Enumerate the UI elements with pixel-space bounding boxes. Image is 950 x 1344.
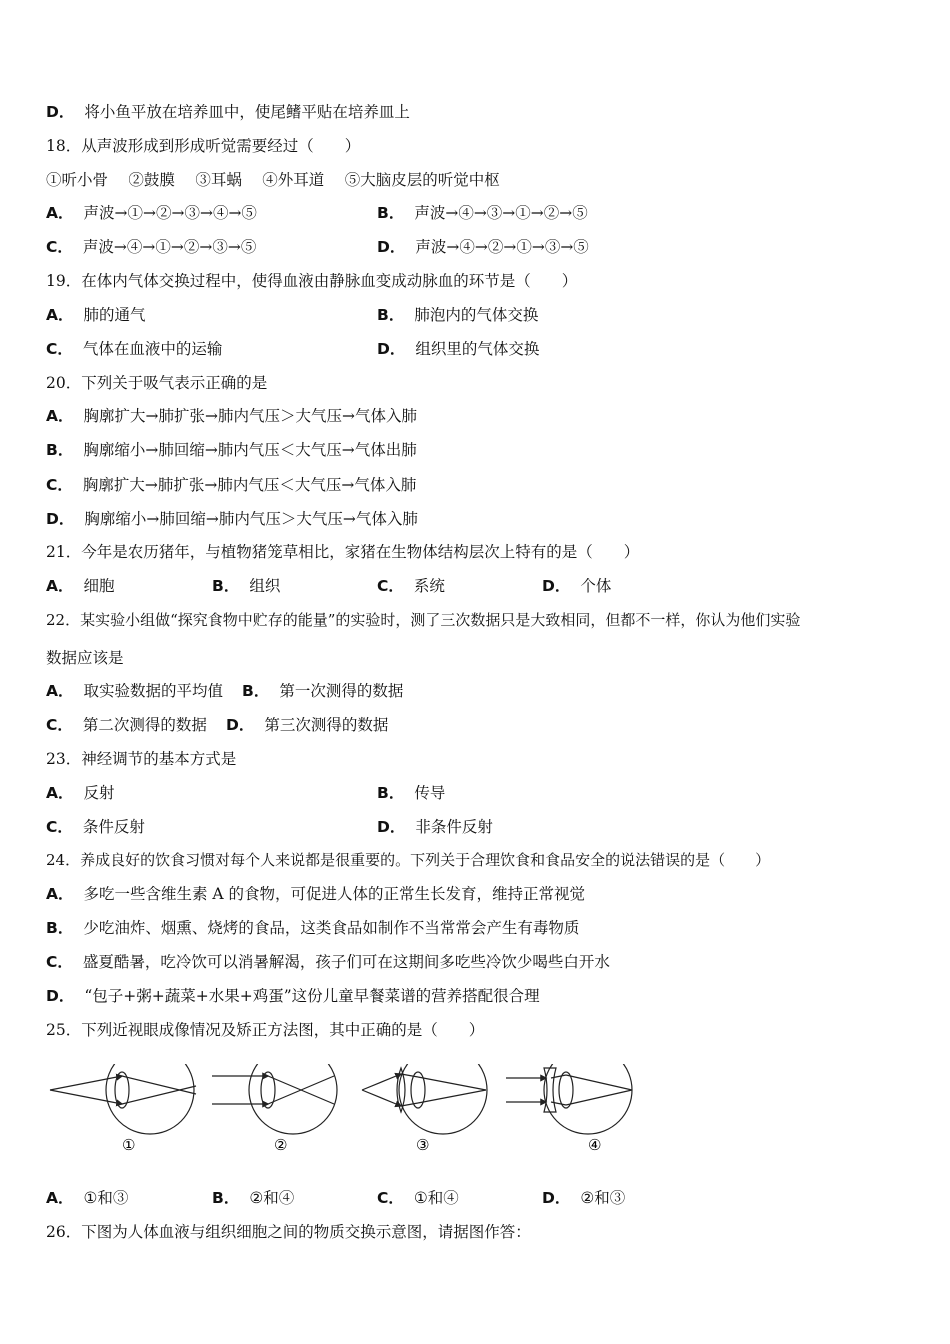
option-text: 胸廓扩大→肺扩张→肺内气压＞大气压→气体入肺 [83, 407, 417, 425]
option-label: A． [46, 784, 74, 802]
q22-stem-line1: 22．某实验小组做“探究食物中贮存的能量”的实验时，测了三次数据只是大致相同，但都不一样，你认为他们实验 [46, 611, 801, 629]
option-text: 少吃油炸、烟熏、烧烤的食品，这类食品如制作不当常常会产生有毒物质 [83, 919, 580, 937]
q23-option-c [46, 816, 145, 838]
q24-option-c [46, 951, 610, 973]
option-label: C． [46, 476, 73, 494]
option-label: B． [377, 784, 405, 802]
option-label: B． [212, 1189, 240, 1207]
option-label: B． [242, 682, 270, 700]
option-label: D． [542, 577, 571, 595]
eye-caption-1: ① [122, 1136, 136, 1154]
q19-option-a [46, 304, 146, 326]
q18-option-a [46, 202, 257, 224]
q19-option-b [377, 304, 538, 326]
option-label: C． [46, 716, 73, 734]
option-label: B． [377, 204, 405, 222]
option-label: D． [377, 238, 406, 256]
eye-diagram-1 [50, 1064, 196, 1134]
option-text: 系统 [413, 577, 445, 595]
q21-stem: 21．今年是农历猪年，与植物猪笼草相比，家猪在生物体结构层次上特有的是（ ） [46, 543, 640, 561]
option-text: 第二次测得的数据 [82, 716, 207, 734]
option-label: A． [46, 407, 74, 425]
q20-option-a [46, 405, 417, 427]
option-text: 胸廓扩大→肺扩张→肺内气压＜大气压→气体入肺 [82, 476, 417, 494]
option-text: 个体 [580, 577, 612, 595]
q18-option-c [46, 236, 256, 258]
option-label: D． [377, 340, 406, 358]
eye-caption-4: ④ [588, 1136, 602, 1154]
option-text: 第三次测得的数据 [264, 716, 389, 734]
option-text: 肺泡内的气体交换 [414, 306, 539, 324]
q23-option-d [377, 816, 493, 838]
q21-option-c [377, 575, 445, 597]
q18-items: ①听小骨 ②鼓膜 ③耳蜗 ④外耳道 ⑤大脑皮层的听觉中枢 [46, 171, 500, 189]
option-text: 气体在血液中的运输 [82, 340, 223, 358]
q22-stem-line2: 数据应该是 [46, 649, 124, 667]
option-label: C． [46, 340, 73, 358]
option-text: 第一次测得的数据 [279, 682, 404, 700]
option-text: 细胞 [83, 577, 115, 595]
option-label: A． [46, 204, 74, 222]
option-label: A． [46, 682, 74, 700]
option-text: 条件反射 [82, 818, 145, 836]
q25-option-d [542, 1187, 625, 1209]
q23-stem: 23．神经调节的基本方式是 [46, 750, 237, 768]
q24-option-a [46, 883, 585, 905]
q22-option-a [46, 680, 223, 702]
q21-option-a [46, 575, 115, 597]
option-label: C． [377, 1189, 404, 1207]
option-text: 声波→①→②→③→④→⑤ [83, 204, 257, 222]
q23-option-a [46, 782, 115, 804]
option-text: 胸廓缩小→肺回缩→肺内气压＜大气压→气体出肺 [83, 441, 417, 459]
q17-option-d [46, 101, 410, 123]
q20-option-c [46, 474, 416, 496]
q25-option-a [46, 1187, 128, 1209]
option-label: A． [46, 577, 74, 595]
option-label: D． [542, 1189, 571, 1207]
option-text: “包子+粥+蔬菜+水果+鸡蛋”这份儿童早餐菜谱的营养搭配很合理 [84, 987, 540, 1005]
option-text: 组织 [249, 577, 281, 595]
eye-diagram-2 [212, 1064, 337, 1134]
option-text: ②和③ [580, 1189, 626, 1207]
q24-option-b [46, 917, 579, 939]
q26-stem: 26．下图为人体血液与组织细胞之间的物质交换示意图，请据图作答： [46, 1223, 531, 1241]
q20-option-d [46, 508, 418, 530]
eye-diagrams [46, 1064, 646, 1160]
option-label: A． [46, 885, 74, 903]
option-label: D． [46, 510, 75, 528]
option-text: 组织里的气体交换 [415, 340, 540, 358]
option-label: D． [226, 716, 255, 734]
q24-option-d [46, 985, 540, 1007]
q22-option-b [242, 680, 403, 702]
option-text: 胸廓缩小→肺回缩→肺内气压＞大气压→气体入肺 [84, 510, 418, 528]
q22-option-c [46, 714, 207, 736]
q19-option-c [46, 338, 222, 360]
eye-diagram-4 [506, 1064, 632, 1134]
option-text: 将小鱼平放在培养皿中，使尾鳍平贴在培养皿上 [84, 103, 410, 121]
option-text: 声波→④→③→①→②→⑤ [414, 204, 588, 222]
option-label: B． [46, 441, 74, 459]
q21-option-d [542, 575, 611, 597]
option-label: C． [46, 818, 73, 836]
option-label: D． [377, 818, 406, 836]
option-text: 多吃一些含维生素 A 的食物，可促进人体的正常生长发育，维持正常视觉 [83, 885, 586, 903]
option-label: C． [46, 238, 73, 256]
q24-stem: 24．养成良好的饮食习惯对每个人来说都是很重要的。下列关于合理饮食和食品安全的说法错误的是（ ） [46, 851, 771, 869]
option-label: C． [46, 953, 73, 971]
option-text: 盛夏酷暑，吃冷饮可以消暑解渴，孩子们可在这期间多吃些冷饮少喝些白开水 [82, 953, 610, 971]
q18-option-b [377, 202, 588, 224]
option-text: 声波→④→②→①→③→⑤ [415, 238, 589, 256]
option-text: 声波→④→①→②→③→⑤ [82, 238, 257, 256]
option-label: A． [46, 306, 74, 324]
option-text: 取实验数据的平均值 [83, 682, 224, 700]
eye-caption-3: ③ [416, 1136, 430, 1154]
option-label: C． [377, 577, 404, 595]
option-text: 传导 [414, 784, 446, 802]
option-text: ①和④ [413, 1189, 459, 1207]
option-label: A． [46, 1189, 74, 1207]
q20-option-b [46, 439, 417, 461]
option-label: B． [377, 306, 405, 324]
option-label: B． [212, 577, 240, 595]
option-text: 反射 [83, 784, 115, 802]
q18-stem: 18．从声波形成到形成听觉需要经过（ ） [46, 137, 361, 155]
q18-option-d [377, 236, 589, 258]
q22-option-d [226, 714, 388, 736]
q19-option-d [377, 338, 539, 360]
q19-stem: 19．在体内气体交换过程中，使得血液由静脉血变成动脉血的环节是（ ） [46, 272, 578, 290]
option-text: 肺的通气 [83, 306, 146, 324]
q21-option-b [212, 575, 280, 597]
eye-caption-2: ② [274, 1136, 288, 1154]
option-label: D． [46, 987, 75, 1005]
option-text: ①和③ [83, 1189, 129, 1207]
option-text: 非条件反射 [415, 818, 493, 836]
eye-diagram-3 [362, 1064, 487, 1134]
q23-option-b [377, 782, 445, 804]
q25-option-b [212, 1187, 294, 1209]
q25-stem: 25．下列近视眼成像情况及矫正方法图，其中正确的是（ ） [46, 1021, 485, 1039]
option-label: B． [46, 919, 74, 937]
option-label: D． [46, 103, 75, 121]
option-text: ②和④ [249, 1189, 295, 1207]
q25-option-c [377, 1187, 459, 1209]
q20-stem: 20．下列关于吸气表示正确的是 [46, 374, 268, 392]
